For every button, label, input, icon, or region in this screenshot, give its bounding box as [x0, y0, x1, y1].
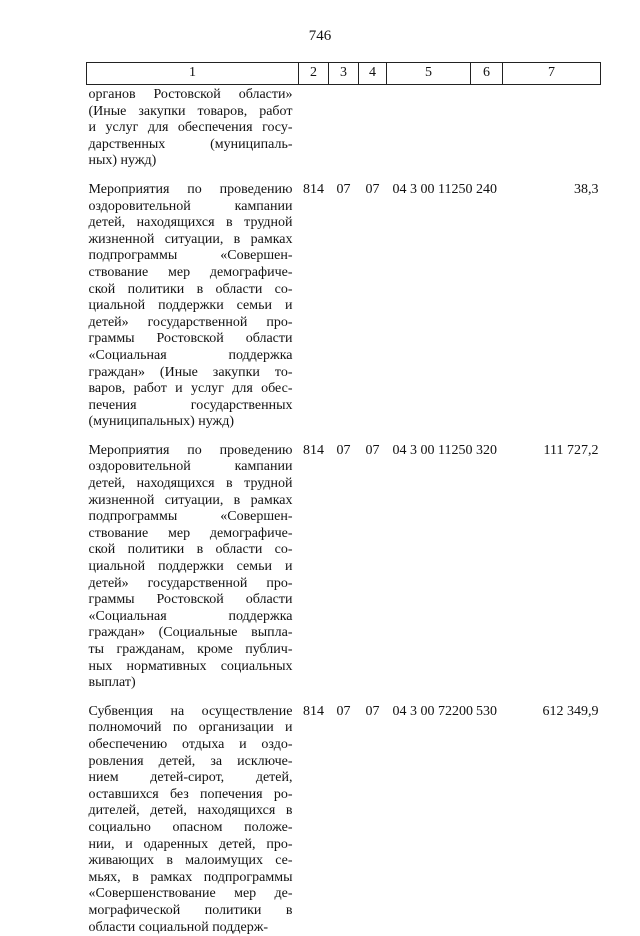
description-line: ровления детей, за исключе- [89, 754, 293, 771]
column-header: 2 [299, 63, 329, 85]
description-line: (муниципальных) нужд) [89, 414, 293, 431]
column-header: 3 [329, 63, 359, 85]
description-line: жизненной ситуации, в рамках [89, 493, 293, 510]
description-line: нии, и одаренных детей, про- [89, 837, 293, 854]
description-line: ных нормативных социальных [89, 659, 293, 676]
subsection-code [359, 85, 387, 170]
subsection-code: 07 [359, 170, 387, 431]
ministry-code: 814 [299, 692, 329, 936]
description-line: «Совершенствование мер де- [89, 886, 293, 903]
description-line: граммы Ростовской области [89, 592, 293, 609]
ministry-code [299, 85, 329, 170]
description-line: оставшихся без попечения ро- [89, 787, 293, 804]
description-line: циальной поддержки семьи и [89, 298, 293, 315]
column-header: 7 [503, 63, 601, 85]
description-line: ствование мер демографиче- [89, 265, 293, 282]
subsection-code: 07 [359, 692, 387, 936]
description-line: Мероприятия по проведению [89, 443, 293, 460]
description-line: варов, работ и услуг для обес- [89, 381, 293, 398]
description-line: «Социальная поддержка [89, 609, 293, 626]
description-line: органов Ростовской области» [89, 87, 293, 104]
description-line: Мероприятия по проведению [89, 182, 293, 199]
section-code [329, 85, 359, 170]
section-code: 07 [329, 170, 359, 431]
description-line: подпрограммы «Совершен- [89, 509, 293, 526]
description-line: детей» государственной про- [89, 576, 293, 593]
column-header: 6 [471, 63, 503, 85]
row-description [87, 85, 299, 170]
description-line: обеспечению отдыха и оздо- [89, 737, 293, 754]
description-line: живающих в малоимущих се- [89, 853, 293, 870]
page-number: 746 [0, 28, 640, 45]
budget-table [86, 62, 601, 936]
description-line: оздоровительной кампании [89, 199, 293, 216]
target-article-code: 04 3 00 11250 [387, 431, 471, 692]
table-row [87, 170, 601, 431]
description-line: детей, находящихся в трудной [89, 215, 293, 232]
section-code: 07 [329, 431, 359, 692]
row-description [87, 431, 299, 692]
description-line: детей» государственной про- [89, 315, 293, 332]
ministry-code: 814 [299, 170, 329, 431]
target-article-code [387, 85, 471, 170]
description-line: (Иные закупки товаров, работ [89, 104, 293, 121]
description-line: Субвенция на осуществление [89, 704, 293, 721]
subsection-code: 07 [359, 431, 387, 692]
table-header-row [87, 63, 601, 85]
row-description [87, 692, 299, 936]
expense-type-code: 530 [471, 692, 503, 936]
expense-type-code [471, 85, 503, 170]
amount-value: 111 727,2 [503, 431, 601, 692]
description-line: ской политики в области со- [89, 282, 293, 299]
description-line: граждан» (Иные закупки то- [89, 365, 293, 382]
description-line: печения государственных [89, 398, 293, 415]
description-line: мьях, в рамках подпрограммы [89, 870, 293, 887]
description-line: подпрограммы «Совершен- [89, 248, 293, 265]
description-line: ской политики в области со- [89, 542, 293, 559]
amount-value: 38,3 [503, 170, 601, 431]
description-line: граждан» (Социальные выпла- [89, 625, 293, 642]
expense-type-code: 320 [471, 431, 503, 692]
description-line: дителей, детей, находящихся в [89, 803, 293, 820]
description-line: и услуг для обеспечения госу- [89, 120, 293, 137]
description-line: циальной поддержки семьи и [89, 559, 293, 576]
description-line: жизненной ситуации, в рамках [89, 232, 293, 249]
table-row [87, 85, 601, 170]
description-line: дарственных (муниципаль- [89, 137, 293, 154]
column-header: 4 [359, 63, 387, 85]
description-line: мографической политики в [89, 903, 293, 920]
description-line: граммы Ростовской области [89, 331, 293, 348]
column-header: 5 [387, 63, 471, 85]
amount-value [503, 85, 601, 170]
description-line: оздоровительной кампании [89, 459, 293, 476]
expense-type-code: 240 [471, 170, 503, 431]
target-article-code: 04 3 00 72200 [387, 692, 471, 936]
description-line: ствование мер демографиче- [89, 526, 293, 543]
column-header: 1 [87, 63, 299, 85]
description-line: выплат) [89, 675, 293, 692]
description-line: ных) нужд) [89, 153, 293, 170]
description-line: социально опасном положе- [89, 820, 293, 837]
amount-value: 612 349,9 [503, 692, 601, 936]
target-article-code: 04 3 00 11250 [387, 170, 471, 431]
table-row [87, 692, 601, 936]
description-line: нием детей-сирот, детей, [89, 770, 293, 787]
description-line: области социальной поддерж- [89, 920, 293, 936]
description-line: «Социальная поддержка [89, 348, 293, 365]
description-line: ты гражданам, кроме публич- [89, 642, 293, 659]
row-description [87, 170, 299, 431]
description-line: детей, находящихся в трудной [89, 476, 293, 493]
ministry-code: 814 [299, 431, 329, 692]
section-code: 07 [329, 692, 359, 936]
table-row [87, 431, 601, 692]
table-body [87, 85, 601, 936]
description-line: полномочий по организации и [89, 720, 293, 737]
